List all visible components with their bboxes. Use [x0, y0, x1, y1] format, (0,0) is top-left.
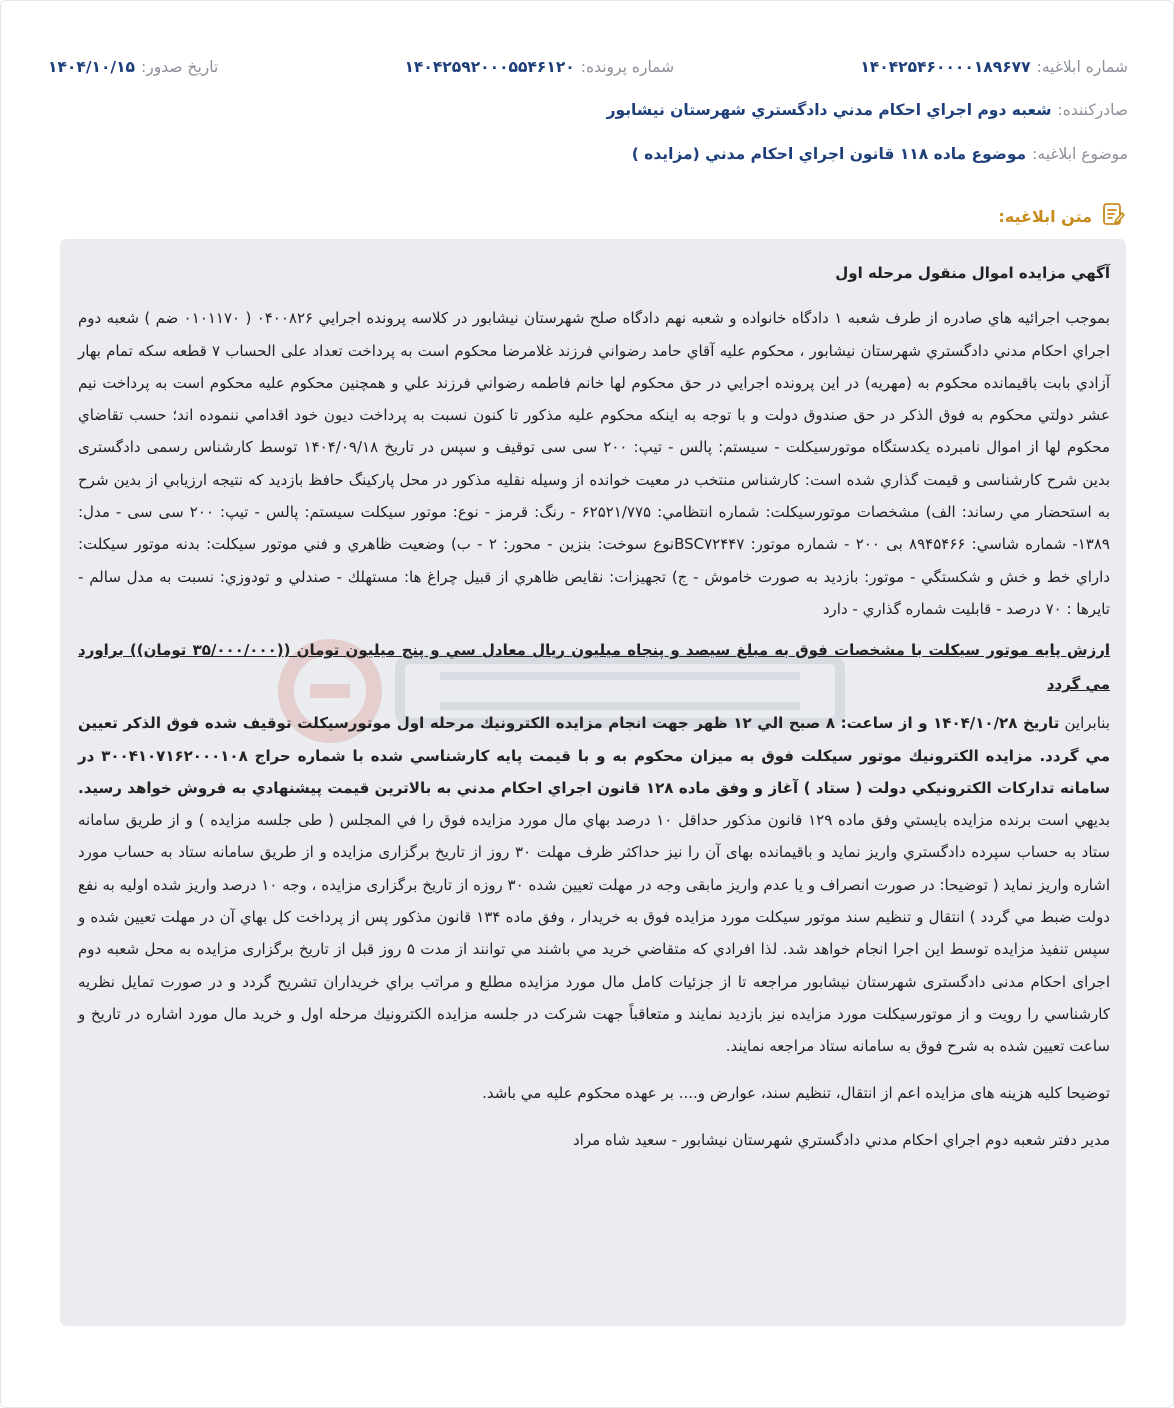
- case-number: [404, 58, 674, 76]
- notice-number-label: شماره ابلاغیه:: [1036, 58, 1128, 76]
- notice-content: [78, 257, 1110, 1156]
- notice-number-value: ۱۴۰۴۲۵۴۶۰۰۰۰۱۸۹۶۷۷: [860, 58, 1031, 76]
- issuer-value: شعبه دوم اجراي احكام مدني دادگستري شهرستان نيشابور: [606, 101, 1052, 119]
- subject-value: موضوع ماده ۱۱۸ قانون اجراي احكام مدني (مزايده ): [631, 145, 1027, 163]
- notice-text-heading: [998, 201, 1126, 231]
- case-number-label: شماره پرونده:: [580, 58, 675, 76]
- notice-paragraph-1: بموجب اجرائيه هاي صادره از طرف شعبه ۱ دادگاه خانواده و شعبه نهم دادگاه صلح شهرستان نيشابور در كلاسه پرونده اجرايي ۰۴۰۰۸۲۶ ( ۰۱۰۱۱۷۰ ضم ) شعبه دوم اجراي احكام مدني دادگستري شهرستان نيشابور ، محكوم عليه آقاي حامد رضواني فرزند غلامرضا محكوم است به پرداخت تعداد علی الحساب ۷ قطعه سكه تمام بهار آزادي بابت باقيمانده محكوم به (مهريه) در اين پرونده اجرايي در حق محكوم لها خانم فاطمه رضواني فرزند علي و همچنين محكوم عليه محكوم است به پرداخت نيم عشر دولتي محكوم به فوق الذكر در حق صندوق دولت و با توجه به اينكه محكوم عليه مذكور تا كنون نسبت به پرداخت ديون خود اقدامي ننموده اند؛ حسب تقاضاي محكوم لها از اموال نامبرده يكدستگاه موتورسيكلت - سيستم: پالس - تيپ: ۲۰۰ سی سی توقيف و سپس در تاريخ ۱۴۰۴/۰۹/۱۸ توسط كارشناس رسمی دادگستری بدين شرح كارشناسی و قيمت گذاري شده است: كارشناس منتخب در معيت خوانده از وسيله نقليه مذكور در محل پاركينگ حافظ بازديد كه نتيجه ارزيابي از بدين شرح به استحضار مي رساند: الف) مشخصات موتورسيكلت: شماره انتظامي: ۶۲۵۲۱/۷۷۵ - رنگ: قرمز - نوع: موتور سيكلت سيستم: پالس - تيپ: ۲۰۰ سی سی - مدل: ۱۳۸۹- شماره شاسي: ۸۹۴۵۴۶۶ بی ۲۰۰ - شماره موتور: BSC۷۲۴۴۷نوع سوخت: بنزين - محور: ۲ - ب) وضعيت ظاهري و فني موتور سيكلت: بدنه موتور سيكلت: داراي خط و خش و شكستگي - موتور: بازديد به صورت خاموش - ج) تجهيزات: نقايص ظاهري از قبيل چراغ ها: مستهلك - صندلي و تودوزي: نسبت به مدل سالم - تايرها : ۷۰ درصد - قابليت شماره گذاري - دارد: [78, 309, 1111, 618]
- issue-date: [48, 58, 218, 76]
- subject-label: موضوع ابلاغیه:: [1032, 145, 1128, 163]
- notice-text-heading-label: متن ابلاغیه:: [998, 206, 1092, 226]
- issue-date-label: تاریخ صدور:: [141, 58, 219, 76]
- subject-row: [632, 145, 1128, 163]
- auction-paragraph: [78, 707, 1110, 1062]
- document-icon: [1100, 201, 1126, 231]
- auction-paragraph-bold: تاريخ ۱۴۰۴/۱۰/۲۸ و از ساعت: ۸ صبح الي ۱۲ ظهر جهت انجام مزايده الكترونيك مرحله اول موتورسيكلت توقيف شده فوق الذكر تعيين مي گردد. مزايده الكترونيك موتور سيكلت فوق به ميزان محكوم به و با قيمت پايه كارشناسي شده با شماره حراج ۳۰۰۴۱۰۷۱۶۲۰۰۰۱۰۸ در سامانه تداركات الكترونيكي دولت ( ستاد ) آغاز و وفق ماده ۱۲۸ قانون اجراي احكام مدني به بالاترين قيمت پيشنهادي به فروش خواهد رسيد.: [78, 714, 1110, 797]
- costs-note: توضيحا كليه هزينه های مزايده اعم از انتقال، تنظيم سند، عوارض و.... بر عهده محكوم عليه مي باشد.: [482, 1083, 1110, 1102]
- meta-row-numbers: [48, 58, 1128, 76]
- base-value-paragraph: ارزش پايه موتور سيكلت با مشخصات فوق به مبلغ سيصد و پنجاه ميليون ريال معادل سي و پنج ميليون تومان ((۳۵/۰۰۰/۰۰۰ تومان)) براورد مي گردد: [78, 641, 1110, 694]
- notice-title: آگهي مزايده اموال منقول مرحله اول: [835, 264, 1110, 282]
- notice-number: [860, 58, 1128, 76]
- issue-date-value: ۱۴۰۴/۱۰/۱۵: [48, 58, 136, 76]
- issuer-row: [607, 101, 1128, 119]
- notice-body-panel: [60, 239, 1126, 1326]
- auction-paragraph-rest: بديهي است برنده مزايده بايستي وفق ماده ۱۲۹ قانون مذكور حداقل ۱۰ درصد بهاي مال مورد مزايده فوق را في المجلس ( طی جلسه مزايده ) و از طريق سامانه ستاد به حساب سپرده دادگستري واريز نمايد و باقيمانده بهای آن را نيز حداكثر ظرف مهلت ۳۰ روز از تاريخ برگزاری مزايده و از طريق سامانه ستاد به حساب مورد اشاره واريز نمايد ( توضيحا: در صورت انصراف و يا عدم واريز مابقی وجه در مهلت تعيين شده ۳۰ روزه از تاريخ برگزاری مزايده ، وجه ۱۰ درصد واريز شده اوليه به نفع دولت ضبط مي گردد ) انتقال و تنظيم سند موتور سيكلت مورد مزايده فوق به خريدار ، وفق ماده ۱۳۴ قانون مذكور پس از پرداخت كل بهاي آن در مهلت تعيين شده و سپس تنفيذ مزايده توسط اين اجرا انجام خواهد شد. لذا افرادي كه متقاضي خريد مي باشند مي توانند از مدت ۵ روز قبل از تاريخ برگزاری مزايده به محل شعبه دوم اجرای احكام مدنی دادگستری شهرستان نيشابور مراجعه تا از جزئيات كامل مال مورد مزايده مطلع و مراتب براي خريداران تشريح گردد و در صورت تمايل نظريه كارشناسي را رويت و از موتورسيكلت مورد مزايده نيز بازديد نمايند و متعاقباً جهت شركت در جلسه مزايده الكترونيك مرحله اول و خريد مال مورد اشاره در تاريخ و ساعت تعيين شده به شرح فوق به سامانه ستاد مراجعه نمايند.: [78, 811, 1111, 1056]
- issuer-label: صادرکننده:: [1057, 101, 1128, 119]
- case-number-value: ۱۴۰۴۲۵۹۲۰۰۰۵۵۴۶۱۲۰: [404, 58, 575, 76]
- signature: مدير دفتر شعبه دوم اجراي احكام مدني دادگستري شهرستان نيشابور - سعيد شاه مراد: [573, 1130, 1110, 1149]
- auction-paragraph-prefix: بنابراين: [1059, 714, 1110, 733]
